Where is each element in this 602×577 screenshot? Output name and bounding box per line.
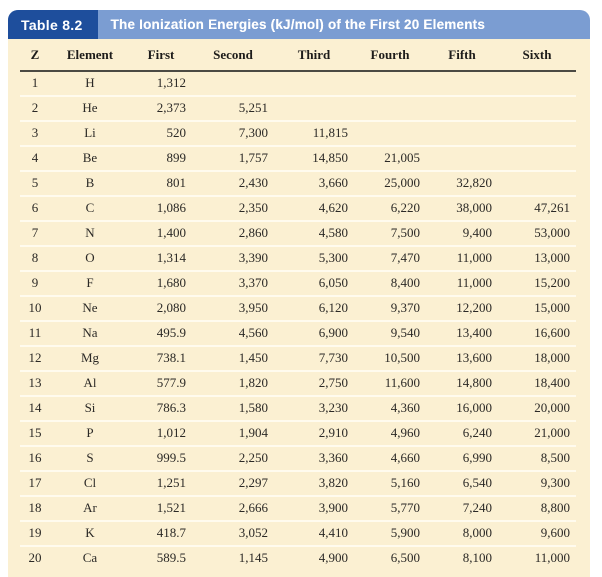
table-row [20,246,576,271]
table-row [20,496,576,521]
table-cell: 19 [20,521,50,546]
table-panel [8,39,590,577]
table-cell: 4,960 [354,421,426,446]
column-header: Fifth [426,39,498,71]
table-cell: 53,000 [498,221,576,246]
table-row [20,371,576,396]
table-cell [426,96,498,121]
table-cell: 9,600 [498,521,576,546]
table-cell: 16,000 [426,396,498,421]
table-cell [426,71,498,96]
table-row [20,521,576,546]
table-cell: 1,580 [192,396,274,421]
column-header: Second [192,39,274,71]
table-cell [498,96,576,121]
table-cell: 13,600 [426,346,498,371]
table-cell: 3,900 [274,496,354,521]
table-cell: 899 [130,146,192,171]
table-cell: 1,400 [130,221,192,246]
table-cell: 4,360 [354,396,426,421]
table-cell: 7,500 [354,221,426,246]
table-cell: 786.3 [130,396,192,421]
table-cell: 16 [20,446,50,471]
table-cell: 738.1 [130,346,192,371]
table-cell [498,146,576,171]
table-cell: Ne [50,296,130,321]
table-cell: 4 [20,146,50,171]
table-row [20,396,576,421]
table-cell: 3,370 [192,271,274,296]
table-cell: 8,500 [498,446,576,471]
table-cell: 14,800 [426,371,498,396]
ionization-energies-table [20,39,576,570]
table-cell [426,146,498,171]
table-cell: 2,860 [192,221,274,246]
table-cell: 3,052 [192,521,274,546]
table-cell: 8,800 [498,496,576,521]
column-header: Sixth [498,39,576,71]
table-cell: 2,666 [192,496,274,521]
table-row [20,146,576,171]
table-cell: 11,600 [354,371,426,396]
table-cell: 15,000 [498,296,576,321]
table-cell: 10 [20,296,50,321]
table-body [20,71,576,570]
table-cell: 577.9 [130,371,192,396]
table-cell: 18,400 [498,371,576,396]
table-cell: 20 [20,546,50,570]
table-cell [192,71,274,96]
table-cell: 4,900 [274,546,354,570]
table-title: The Ionization Energies (kJ/mol) of the First 20 Elements [110,17,486,32]
table-number-badge: Table 8.2 [8,10,98,39]
table-cell: 1,012 [130,421,192,446]
table-cell: 1,312 [156,75,186,90]
table-cell: 4,580 [274,221,354,246]
table-cell: 3,390 [192,246,274,271]
table-cell: 32,820 [426,171,498,196]
table-row [20,271,576,296]
table-cell: 4,410 [274,521,354,546]
table-cell: 21,005 [354,146,426,171]
table-cell: 14,850 [274,146,354,171]
table-cell: Ar [50,496,130,521]
table-cell: 7,730 [274,346,354,371]
table-cell: Al [50,371,130,396]
table-cell: H [85,75,95,90]
table-cell: 6,540 [426,471,498,496]
table-cell: 1,680 [130,271,192,296]
table-cell: S [50,446,130,471]
table-cell: 2,750 [274,371,354,396]
table-cell: 520 [130,121,192,146]
table-row [20,346,576,371]
table-cell [274,96,354,121]
table-cell: 7,470 [354,246,426,271]
table-cell: 3,950 [192,296,274,321]
table-cell: 589.5 [130,546,192,570]
table-cell: 495.9 [130,321,192,346]
table-cell: 1,251 [130,471,192,496]
table-cell: 17 [20,471,50,496]
table-cell: 2,373 [130,96,192,121]
table-cell [354,71,426,96]
table-cell: 4,620 [274,196,354,221]
table-cell: 3 [20,121,50,146]
table-cell: 9,300 [498,471,576,496]
table-title-bar [8,10,590,39]
table-cell: 8,400 [354,271,426,296]
table-cell: 5,900 [354,521,426,546]
table-cell: 2,350 [192,196,274,221]
table-cell: 14 [20,396,50,421]
table-cell: 15,200 [498,271,576,296]
table-row [20,421,576,446]
table-cell: 3,230 [274,396,354,421]
table-cell: 1,450 [192,346,274,371]
table-cell: 2 [20,96,50,121]
table-cell: 2,430 [192,171,274,196]
column-header: Third [274,39,354,71]
table-row [20,71,576,96]
table-cell: 21,000 [498,421,576,446]
table-row [20,196,576,221]
table-cell: 7 [20,221,50,246]
table-cell [498,71,576,96]
table-cell: 1,314 [130,246,192,271]
table-cell: 1,521 [130,496,192,521]
table-cell: 5,300 [274,246,354,271]
table-cell: Be [50,146,130,171]
table-cell: 18 [20,496,50,521]
table-cell: 801 [130,171,192,196]
table-cell: 10,500 [354,346,426,371]
table-cell: 11,000 [426,271,498,296]
table-cell: 6 [20,196,50,221]
table-row [20,321,576,346]
table-cell: 20,000 [498,396,576,421]
table-cell: 18,000 [498,346,576,371]
table-cell: 6,220 [354,196,426,221]
table-cell: 8 [20,246,50,271]
table-cell: Ca [50,546,130,570]
table-cell: 12 [20,346,50,371]
table-cell: 7,240 [426,496,498,521]
table-cell: 11 [20,321,50,346]
table-cell: 38,000 [426,196,498,221]
table-cell: F [50,271,130,296]
table-cell: 6,240 [426,421,498,446]
table-cell: 5,160 [354,471,426,496]
table-cell: 418.7 [130,521,192,546]
ionization-energies-table-figure [8,10,590,577]
table-cell: 4,660 [354,446,426,471]
column-header: Z [20,39,50,71]
table-cell: 3,360 [274,446,354,471]
table-cell: 9,540 [354,321,426,346]
table-cell: 1,145 [192,546,274,570]
column-header: Element [50,39,130,71]
table-cell: 5,251 [192,96,274,121]
table-cell: 25,000 [354,171,426,196]
table-cell: C [50,196,130,221]
table-cell: 1 [31,75,39,90]
table-cell: 13,400 [426,321,498,346]
table-row [20,446,576,471]
table-cell: 2,910 [274,421,354,446]
table-cell: 6,120 [274,296,354,321]
table-cell: 6,500 [354,546,426,570]
table-cell: 6,900 [274,321,354,346]
table-cell: He [50,96,130,121]
table-row [20,121,576,146]
table-cell: 6,050 [274,271,354,296]
table-cell: 6,990 [426,446,498,471]
table-cell: 11,000 [426,246,498,271]
table-cell: 2,080 [130,296,192,321]
table-cell: 7,300 [192,121,274,146]
table-cell: Na [50,321,130,346]
table-cell: 15 [20,421,50,446]
table-cell: 1,757 [192,146,274,171]
table-cell: 3,820 [274,471,354,496]
table-cell: 5 [20,171,50,196]
table-cell: P [50,421,130,446]
table-cell: 8,000 [426,521,498,546]
table-cell: 9,370 [354,296,426,321]
table-cell: Li [50,121,130,146]
table-cell [498,171,576,196]
table-cell [354,96,426,121]
table-cell: 9,400 [426,221,498,246]
table-cell: 47,261 [498,196,576,221]
table-cell: K [50,521,130,546]
table-cell: 12,200 [426,296,498,321]
table-cell: 2,297 [192,471,274,496]
table-cell: 999.5 [130,446,192,471]
table-cell: O [50,246,130,271]
table-cell: 11,000 [498,546,576,570]
table-cell: 9 [20,271,50,296]
table-cell: 1,820 [192,371,274,396]
table-cell: B [50,171,130,196]
table-row [20,221,576,246]
table-cell: 11,815 [274,121,354,146]
table-cell: Cl [50,471,130,496]
table-cell: 8,100 [426,546,498,570]
table-cell: 13 [20,371,50,396]
table-cell: N [50,221,130,246]
table-cell [426,121,498,146]
table-row [20,96,576,121]
table-row [20,171,576,196]
table-cell: Si [50,396,130,421]
table-cell: Mg [50,346,130,371]
table-row [20,296,576,321]
table-cell [498,121,576,146]
table-cell [274,71,354,96]
header-row [20,39,576,71]
table-cell: 16,600 [498,321,576,346]
table-row [20,471,576,496]
table-cell [354,121,426,146]
table-cell: 13,000 [498,246,576,271]
table-cell: 2,250 [192,446,274,471]
table-cell: 4,560 [192,321,274,346]
table-cell: 5,770 [354,496,426,521]
table-cell: 1,086 [130,196,192,221]
table-row [20,546,576,570]
table-cell: 1,904 [192,421,274,446]
column-header: Fourth [354,39,426,71]
table-cell: 3,660 [274,171,354,196]
column-header: First [130,39,192,71]
